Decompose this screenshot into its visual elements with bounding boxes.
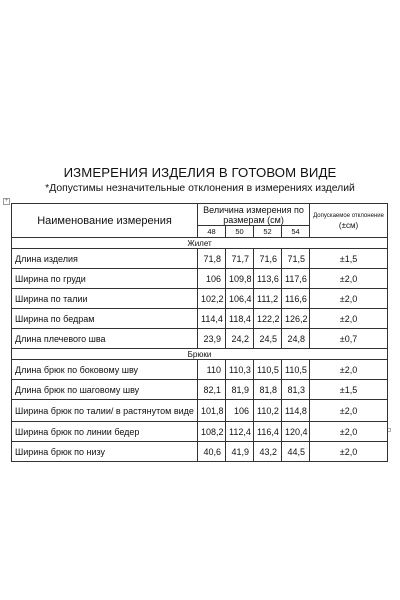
row-value: 110,5: [282, 360, 310, 380]
row-value: 101,8: [198, 400, 226, 422]
table-row: [12, 269, 388, 289]
table-row: [12, 289, 388, 309]
row-value: 24,2: [226, 329, 254, 349]
row-value: 113,6: [254, 269, 282, 289]
row-tolerance: ±2,0: [310, 269, 388, 289]
row-value: 102,2: [198, 289, 226, 309]
row-value: 116,6: [282, 289, 310, 309]
table-row: [12, 309, 388, 329]
table-header-row: [12, 204, 388, 226]
row-name: Длина изделия: [12, 249, 198, 269]
table-row: [12, 422, 388, 442]
row-tolerance: ±1,5: [310, 380, 388, 400]
row-name: Ширина брюк по талии/ в растянутом виде: [12, 400, 198, 422]
table-row: [12, 329, 388, 349]
row-value: 81,3: [282, 380, 310, 400]
row-value: 71,8: [198, 249, 226, 269]
row-name: Длина плечевого шва: [12, 329, 198, 349]
section-title: Брюки: [12, 349, 388, 360]
row-tolerance: ±2,0: [310, 289, 388, 309]
row-name: Длина брюк по шаговому шву: [12, 380, 198, 400]
header-tolerance-label: Допускаемое отклонение: [313, 212, 384, 219]
row-tolerance: ±2,0: [310, 309, 388, 329]
row-name: Ширина по талии: [12, 289, 198, 309]
document-title: ИЗМЕРЕНИЯ ИЗДЕЛИЯ В ГОТОВОМ ВИДЕ: [63, 165, 337, 180]
table-row: [12, 360, 388, 380]
row-value: 81,9: [226, 380, 254, 400]
row-value: 40,6: [198, 442, 226, 462]
row-value: 109,8: [226, 269, 254, 289]
row-value: 24,5: [254, 329, 282, 349]
table-move-handle-icon[interactable]: +: [4, 198, 9, 204]
row-tolerance: ±2,0: [310, 422, 388, 442]
header-name: Наименование измерения: [12, 204, 198, 238]
section-title: Жилет: [12, 238, 388, 249]
row-value: 114,8: [282, 400, 310, 422]
row-name: Ширина брюк по линии бедер: [12, 422, 198, 442]
row-tolerance: ±1,5: [310, 249, 388, 269]
row-value: 81,8: [254, 380, 282, 400]
row-tolerance: ±2,0: [310, 400, 388, 422]
row-value: 106,4: [226, 289, 254, 309]
row-value: 114,4: [198, 309, 226, 329]
size-cell: 54: [282, 226, 310, 238]
size-cell: 50: [226, 226, 254, 238]
row-value: 126,2: [282, 309, 310, 329]
row-value: 120,4: [282, 422, 310, 442]
row-value: 71,5: [282, 249, 310, 269]
row-tolerance: ±2,0: [310, 442, 388, 462]
row-value: 122,2: [254, 309, 282, 329]
row-value: 111,2: [254, 289, 282, 309]
size-cell: 52: [254, 226, 282, 238]
row-name: Ширина брюк по низу: [12, 442, 198, 462]
row-tolerance: ±0,7: [310, 329, 388, 349]
row-value: 71,7: [226, 249, 254, 269]
row-value: 71,6: [254, 249, 282, 269]
row-value: 110,5: [254, 360, 282, 380]
row-name: Ширина по бедрам: [12, 309, 198, 329]
measurements-table: [11, 203, 388, 462]
row-value: 116,4: [254, 422, 282, 442]
row-value: 23,9: [198, 329, 226, 349]
section-row-trousers: [12, 349, 388, 360]
table-row: [12, 249, 388, 269]
row-value: 110: [198, 360, 226, 380]
size-cell: 48: [198, 226, 226, 238]
header-tolerance-unit: (±см): [338, 220, 359, 230]
row-value: 110,2: [254, 400, 282, 422]
row-value: 118,4: [226, 309, 254, 329]
table-row: [12, 400, 388, 422]
row-value: 24,8: [282, 329, 310, 349]
row-value: 117,6: [282, 269, 310, 289]
row-tolerance: ±2,0: [310, 360, 388, 380]
row-name: Ширина по груди: [12, 269, 198, 289]
row-value: 82,1: [198, 380, 226, 400]
table-row: [12, 380, 388, 400]
table-row: [12, 442, 388, 462]
header-values: Величина измерения по размерам (см): [198, 204, 310, 226]
section-row-vest: [12, 238, 388, 249]
row-value: 106: [226, 400, 254, 422]
header-tolerance: [310, 204, 388, 238]
row-value: 112,4: [226, 422, 254, 442]
row-name: Длина брюк по боковому шву: [12, 360, 198, 380]
row-value: 44,5: [282, 442, 310, 462]
row-value: 106: [198, 269, 226, 289]
row-value: 41,9: [226, 442, 254, 462]
row-value: 108,2: [198, 422, 226, 442]
document-subtitle: *Допустимы незначительные отклонения в измерениях изделий: [45, 183, 355, 194]
row-value: 43,2: [254, 442, 282, 462]
row-value: 110,3: [226, 360, 254, 380]
